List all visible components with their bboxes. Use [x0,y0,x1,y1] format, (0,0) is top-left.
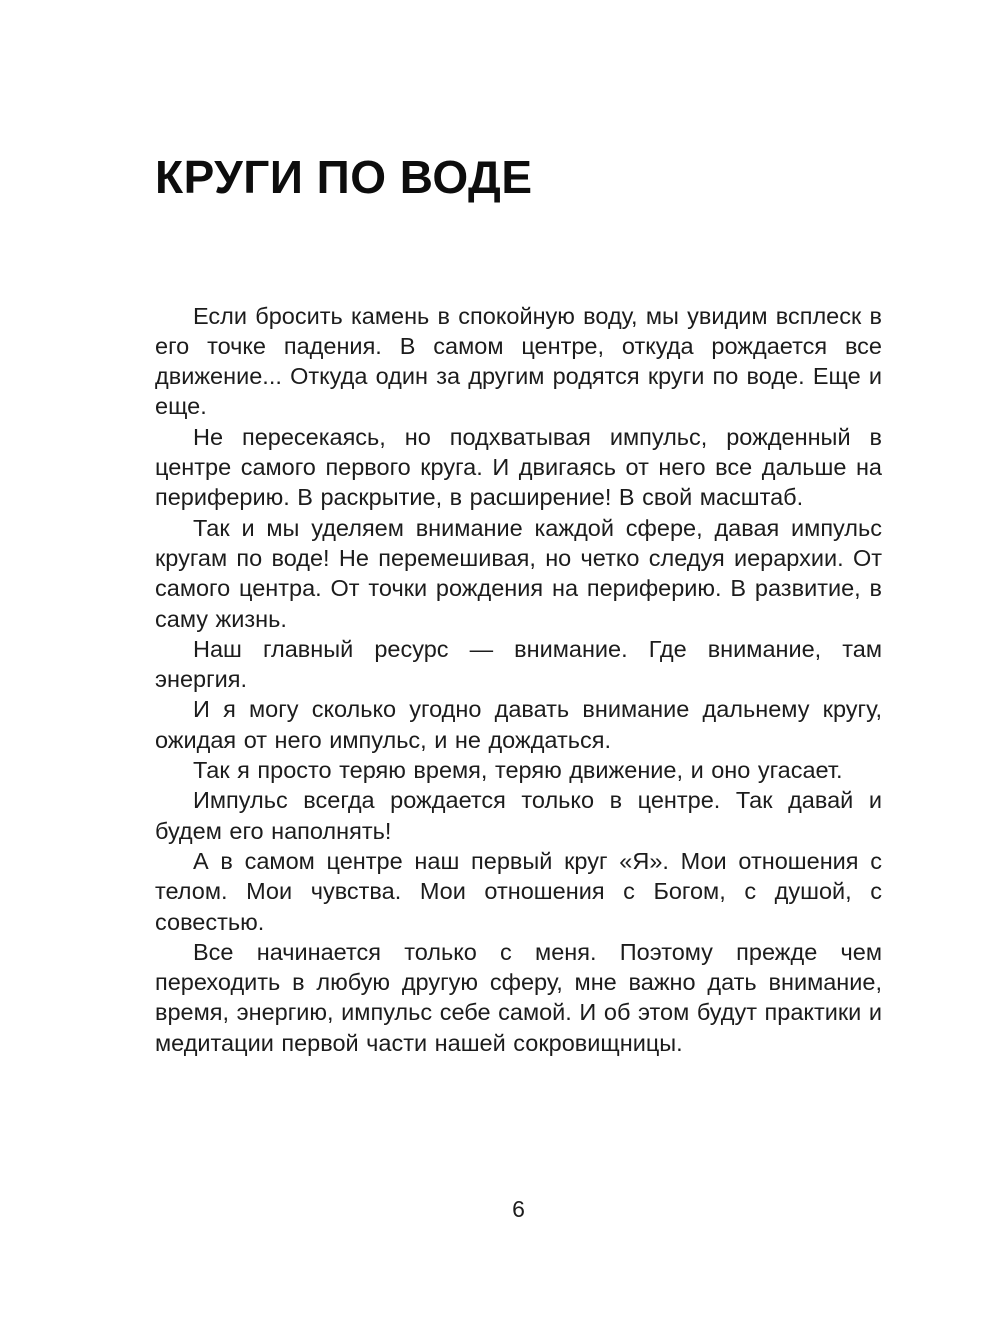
page-number: 6 [512,1196,525,1222]
paragraph: Так и мы уделяем внимание каждой сфере, давая импульс кругам по воде! Не перемешивая, но четко следуя иерархии. От самого центра. От точки рождения на периферию. В развитие, в саму жизнь. [155,514,882,632]
body-text [155,301,882,1058]
paragraph: Все начинается только с меня. Поэтому прежде чем переходить в любую другую сферу, мне важно дать внимание, время, энергию, импульс себе самой. И об этом будут практики и медитации первой части нашей сокровищницы. [155,938,882,1056]
paragraph: Наш главный ресурс — внимание. Где внимание, там энергия. [155,635,882,693]
paragraph: Так я просто теряю время, теряю движение, и оно угасает. [193,757,843,784]
paragraph: А в самом центре наш первый круг «Я». Мои отношения с телом. Мои чувства. Мои отношения с Богом, с душой, с совестью. [155,847,882,935]
page-content [155,152,882,1058]
paragraph: Если бросить камень в спокойную воду, мы увидим всплеск в его точке падения. В самом центре, откуда рождается все движение... Откуда один за другим родятся круги по воде. Еще и еще. [155,302,882,420]
chapter-title: КРУГИ ПО ВОДЕ [155,151,533,203]
paragraph: Импульс всегда рождается только в центре. Так давай и будем его наполнять! [155,787,882,844]
paragraph: Не пересекаясь, но подхватывая импульс, рожденный в центре самого первого круга. И двигаясь от него все дальше на периферию. В раскрытие, в расширение! В свой масштаб. [155,423,882,511]
paragraph: И я могу сколько угодно давать внимание дальнему кругу, ожидая от него импульс, и не дождаться. [155,696,882,753]
